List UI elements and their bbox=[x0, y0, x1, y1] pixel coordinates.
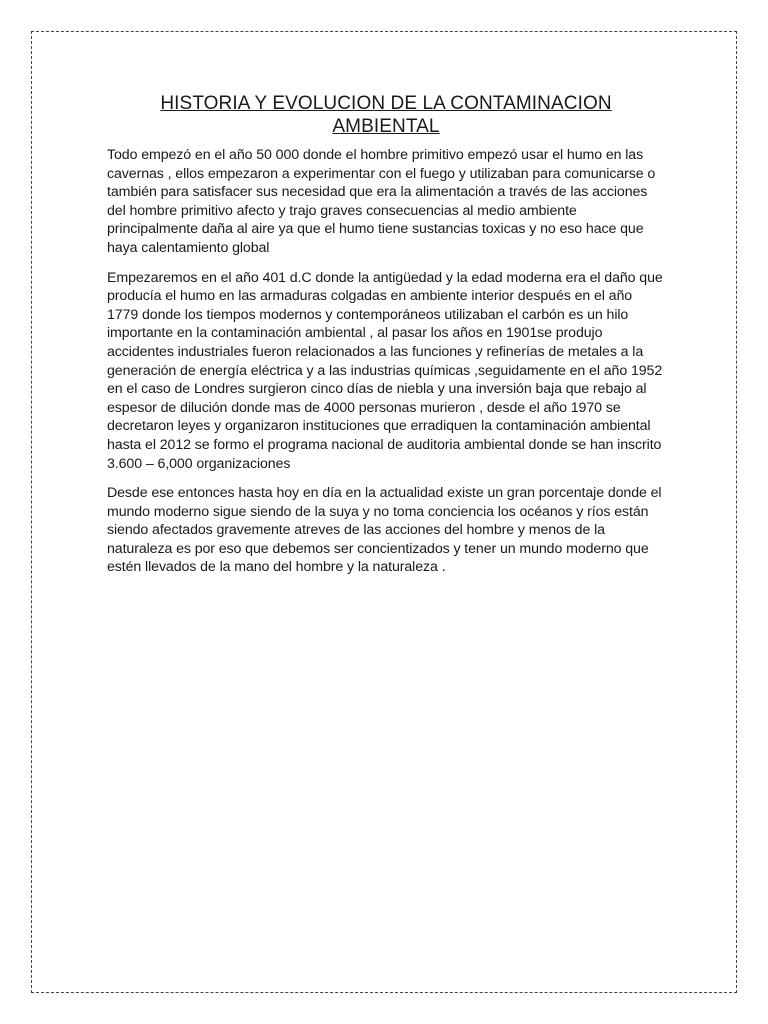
paragraph-2: Empezaremos en el año 401 d.C donde la antigüedad y la edad moderna era el daño que producía el humo en las armaduras colgadas en ambiente interior después en el año 1779 donde los tiempos modernos y contemporáneos utilizaban el carbón es un hilo importante en la contaminación ambiental , al pasar los años en 1901se produjo accidentes industriales fueron relacionados a las funciones y refinerías de metales a la generación de energía eléctrica y a las industrias químicas ,seguidamente en el año 1952 en el caso de Londres surgieron cinco días de niebla y una inversión baja que rebajo al espesor de dilución donde mas de 4000 personas murieron , desde el año 1970 se decretaron leyes y organizaron instituciones que erradiquen la contaminación ambiental hasta el 2012 se formo el programa nacional de auditoria ambiental donde se han inscrito 3.600 – 6,000 organizaciones bbox=[107, 269, 663, 472]
document-title: HISTORIA Y EVOLUCION DE LA CONTAMINACION AMBIENTAL bbox=[160, 93, 612, 137]
document-body bbox=[107, 92, 665, 588]
paragraph-1: Todo empezó en el año 50 000 donde el hombre primitivo empezó usar el humo en las cavernas , ellos empezaron a experimentar con el fuego y utilizaban para comunicarse o también para satisfacer sus necesidad que era la alimentación a través de las acciones del hombre primitivo afecto y trajo graves consecuencias al medio ambiente principalmente daña al aire ya que el humo tiene sustancias toxicas y no eso hace que haya calentamiento global bbox=[107, 147, 656, 256]
paragraph-3: Desde ese entonces hasta hoy en día en la actualidad existe un gran porcentaje donde el mundo moderno sigue siendo de la suya y no toma conciencia los océanos y ríos están siendo afectados gravemente atreves de las acciones del hombre y menos de la naturaleza es por eso que debemos ser concientizados y tener un mundo moderno que estén llevados de la mano del hombre y la naturaleza . bbox=[107, 485, 662, 576]
